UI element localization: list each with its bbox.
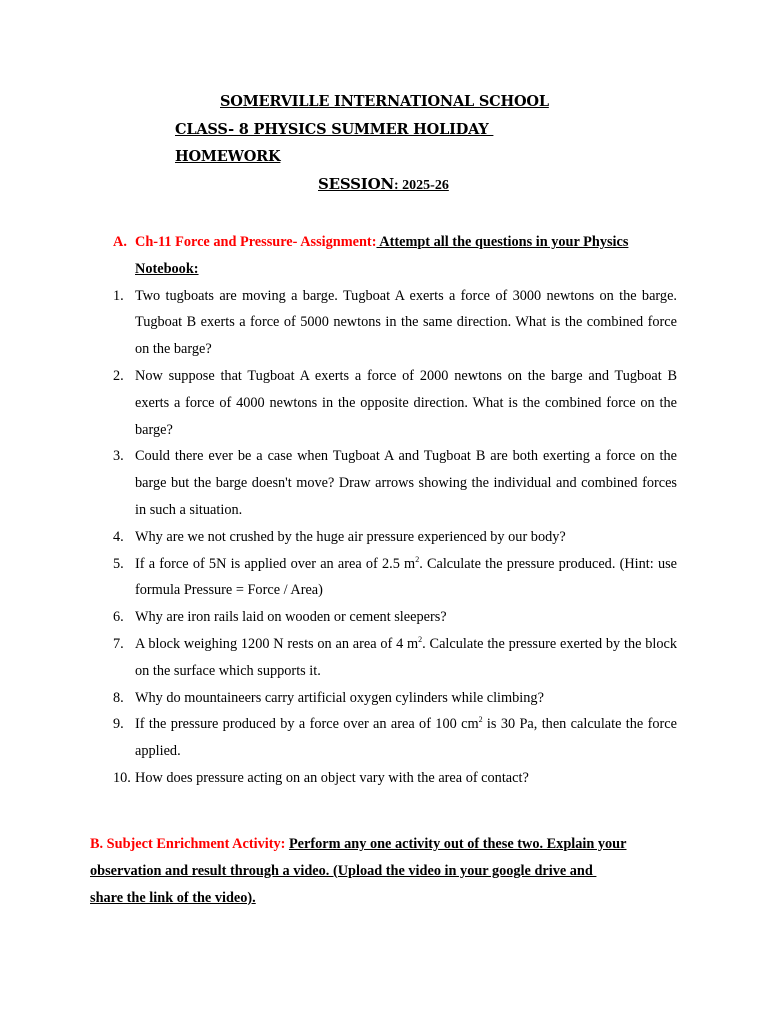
question-text: If a force of 5N is applied over an area of 2.5 $m^2$. Calculate the pressure produced. (Hint: use formula Pressure = Force / Area) (135, 554, 678, 599)
session-line (318, 175, 449, 194)
question-item (113, 363, 677, 443)
section-a-letter: A. (113, 234, 127, 250)
question-item (113, 711, 677, 765)
question-number: 2. (113, 367, 124, 384)
section-a-instruction-line1: Attempt all the questions in your Physics (376, 234, 629, 250)
question-item (113, 524, 677, 551)
question-number: 5. (113, 555, 124, 572)
section-b-line3 (90, 885, 670, 912)
question-text: Now suppose that Tugboat A exerts a force of 2000 newtons on the barge and Tugboat B exerts a force of 4000 newtons in the opposite direction. What is the combined force on the barge? (135, 367, 677, 438)
superscript: 2 (478, 715, 483, 725)
section-b-line2 (90, 858, 670, 885)
question-item (113, 765, 677, 792)
question-text: A block weighing 1200 N rests on an area of 4 $m^2$. Calculate the pressure exerted by the block on the surface which supports it. (135, 634, 678, 679)
question-number: 7. (113, 635, 124, 652)
school-name: SOMERVILLE INTERNATIONAL SCHOOL (220, 93, 549, 110)
question-number: 10. (113, 769, 131, 786)
section-b-line1 (90, 831, 670, 858)
question-number: 8. (113, 689, 124, 706)
question-text: Could there ever be a case when Tugboat A and Tugboat B are both exerting a force on the barge but the barge doesn't move? Draw arrows showing the individual and combined forces in such a situation. (135, 448, 677, 518)
question-number: 4. (113, 528, 124, 545)
section-b-instruction-part1: Perform any one activity out of these two. Explain your (288, 836, 627, 852)
homework-title: HOMEWORK (175, 148, 281, 165)
section-a-instruction-line2: Notebook: (135, 260, 199, 277)
question-item (113, 685, 677, 712)
question-item (113, 283, 677, 363)
section-a-heading (113, 229, 677, 283)
question-text: If the pressure produced by a force over an area of 100 $cm^2$ is 30 Pa, then calculate the force applied. (135, 715, 677, 760)
superscript: 2 (418, 634, 423, 644)
section-b-title: B. Subject Enrichment Activity: (90, 836, 286, 852)
section-a-title: Ch-11 Force and Pressure- Assignment: (135, 234, 377, 250)
class-title: CLASS- 8 PHYSICS SUMMER HOLIDAY (175, 121, 494, 138)
question-text: How does pressure acting on an object vary with the area of contact? (135, 769, 529, 786)
session-label: SESSION (318, 175, 394, 193)
section-b-instruction-part3: share the link of the video). (90, 889, 256, 906)
question-text: Why are we not crushed by the huge air pressure experienced by our body? (135, 528, 566, 545)
question-number: 9. (113, 716, 124, 733)
question-list (113, 283, 677, 792)
section-b-instruction-part2: observation and result through a video. (Upload the video in your google drive and (90, 862, 597, 879)
question-item (113, 551, 677, 605)
question-number: 6. (113, 609, 124, 626)
question-number: 3. (113, 448, 124, 465)
question-text: Two tugboats are moving a barge. Tugboat A exerts a force of 3000 newtons on the barge. Tugboat B exerts a force of 5000 newtons in the same direction. What is the combined force on the barge? (135, 287, 677, 358)
question-item (113, 443, 677, 523)
session-value: : 2025-26 (394, 178, 449, 193)
question-number: 1. (113, 287, 124, 304)
superscript: 2 (415, 554, 420, 564)
question-text: Why are iron rails laid on wooden or cement sleepers? (135, 609, 447, 626)
question-item (113, 631, 677, 685)
question-text: Why do mountaineers carry artificial oxygen cylinders while climbing? (135, 689, 544, 706)
section-b (90, 831, 670, 911)
section-a (113, 229, 677, 792)
question-item (113, 604, 677, 631)
